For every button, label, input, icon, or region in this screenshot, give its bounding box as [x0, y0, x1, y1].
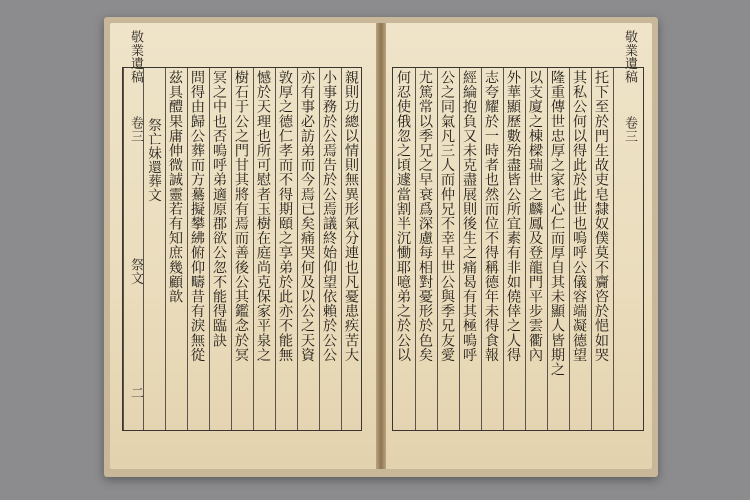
left-column-7: 冥之中也否嗚呼弟適原郡欲公忽不能得臨訣 [209, 68, 228, 430]
left-column-4: 敦厚之德仁孝而不得期頤之享弟於此亦不能無 [275, 68, 294, 430]
left-page [110, 23, 376, 469]
left-column-3: 亦有事必訪弟而今焉已矣痛哭何及以公之天資 [297, 68, 316, 430]
right-column-4: 以支廈之棟樑瑞世之麟鳳及登龍門平步雲衢內 [525, 68, 544, 430]
left-section-label: 祭文 [128, 258, 143, 285]
right-column-5: 外華顯歷數殆盡皆公所宜素有非如僥倖之人得 [503, 68, 522, 430]
left-column-5: 憾於天理也所可慰者玉樹在庭尚克保家平泉之 [253, 68, 272, 430]
left-column-8: 問得由歸公葬而方驀擬攀紼俯仰疇昔有淚無從 [187, 68, 206, 430]
right-column-2: 其私公何以得此於此世也嗚呼公儀容端凝德望 [569, 68, 588, 430]
right-column-10: 何忍使俄忽之頃遽當割半沉慟耶噫弟之於公以 [395, 70, 411, 362]
right-column-6: 志夸耀於一時者也然而位不得稱德年未得食報 [481, 68, 500, 430]
left-center-column [123, 30, 143, 430]
right-text-frame [392, 30, 644, 431]
right-column-3: 隆重傳世忠厚之家宅心仁而厚自其未顯人皆期之 [547, 68, 566, 430]
left-column-9: 茲具醴果庸伸微誠靈若有知庶幾顧歆 [165, 68, 184, 430]
left-column-10: 祭亡妹還葬文 [143, 68, 162, 430]
right-column-8: 公之同氣凡三人而仲兄不幸早世公與季兄友愛 [437, 68, 456, 430]
right-book-title: 敬業遺稿 [622, 30, 637, 84]
right-column-1: 托下至於門生故吏皂隸奴僕莫不齎咨於悒如哭 [591, 68, 610, 430]
left-page-number: 二 [128, 386, 143, 400]
left-column-1: 親則功總以情則無異形氣分連也凡憂患疾苦大 [341, 68, 360, 430]
right-column-7: 經綸抱負又未克盡展則後生之痛曷有其極嗚呼 [459, 68, 478, 430]
right-center-column [613, 30, 641, 430]
right-column-9: 尤篤常以季兄之早衰爲深慮每相對憂形於色矣 [415, 68, 434, 430]
left-column-6: 樹石于公之門甘其將有焉而善後公其鑑念於冥 [231, 68, 250, 430]
right-page [386, 23, 652, 469]
right-volume: 卷三 [622, 116, 637, 143]
left-volume: 卷三 [128, 116, 143, 143]
left-book-title: 敬業遺稿 [128, 30, 143, 84]
left-text-frame [122, 30, 362, 431]
book-gutter [376, 23, 386, 469]
open-book [104, 17, 658, 477]
left-column-2: 小事務於公焉告於公焉議終始仰望依賴於公公 [319, 68, 338, 430]
